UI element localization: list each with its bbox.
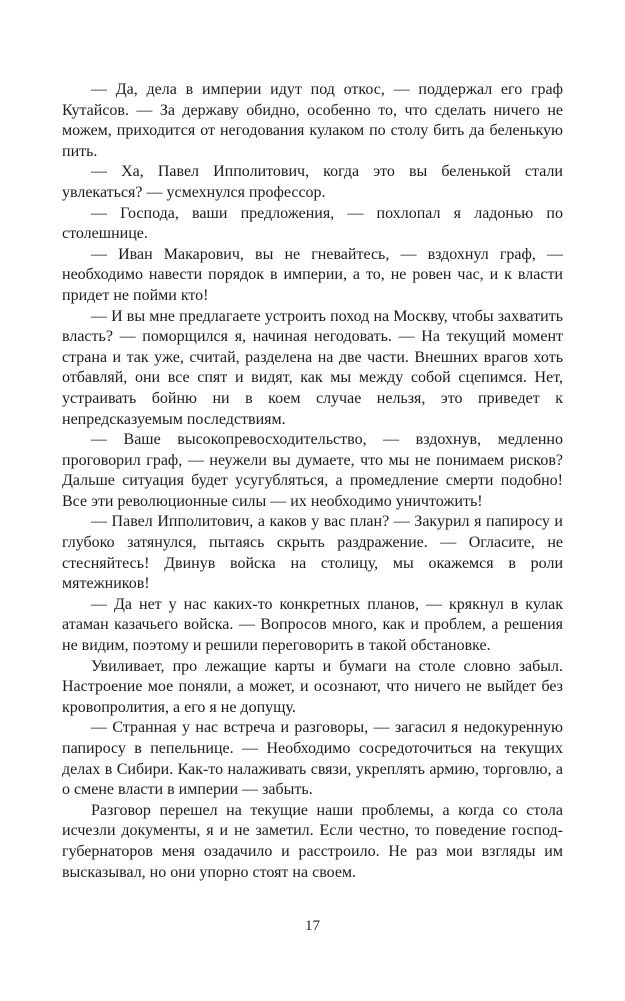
paragraph: — Господа, ваши предложения, — похлопал я ладонью по столешнице. xyxy=(62,204,563,243)
paragraph: — И вы мне предлагаете устроить поход на Москву, чтобы захватить власть? — поморщился я, начиная негодовать. — На текущий момент страна и так уже, считай, разделена на две части. Внешних врагов хоть отбавляй, они все спят и видят, как мы между собой сцепимся. Нет, устраивать бойню ни в коем случае нельзя, это приведет к непредсказуемым последствиям. xyxy=(62,307,563,428)
paragraph: — Да нет у нас каких-то конкретных планов, — крякнул в кулак атаман казачьего войска. — Вопросов много, как и проблем, а решения не видим, поэтому и решили переговорить в такой обстановке. xyxy=(62,595,563,655)
page-text xyxy=(62,80,563,883)
page-number: 17 xyxy=(305,918,320,934)
paragraph: Увиливает, про лежащие карты и бумаги на столе словно забыл. Настроение мое поняли, а может, и осознают, что ничего не выйдет без кровопролития, а его я не допущу. xyxy=(62,657,563,716)
paragraph: Разговор перешел на текущие наши проблемы, а когда со стола исчезли документы, я и не заметил. Если честно, то поведение господ-губернаторов меня озадачило и расстроило. Не раз мои взгляды им высказывал, но они упорно стоят на своем. xyxy=(62,801,563,881)
paragraph: — Павел Ипполитович, а каков у вас план? — Закурил я папиросу и глубоко затянулся, пытаясь скрыть раздражение. — Огласите, не стесняйтесь! Двинув войска на столицу, мы окажемся в роли мятежников! xyxy=(62,513,563,593)
paragraph: — Странная у нас встреча и разговоры, — загасил я недокуренную папиросу в пепельнице. — Необходимо сосредоточиться на текущих делах в Сибири. Как-то налаживать связи, укреплять армию, торговлю, а о смене власти в империи — забыть. xyxy=(62,719,563,799)
paragraph: — Иван Макарович, вы не гневайтесь, — вздохнул граф, — необходимо навести порядок в империи, а то, не ровен час, и к власти придет не пойми кто! xyxy=(62,245,563,304)
paragraph: — Да, дела в империи идут под откос, — поддержал его граф Кутайсов. — За державу обидно, особенно то, что сделать ничего не можем, приходится от негодования кулаком по столу бить да беленькую пить. xyxy=(62,81,563,160)
paragraph: — Ха, Павел Ипполитович, когда это вы беленькой стали увлекаться? — усмехнулся профессор. xyxy=(62,163,563,201)
paragraph: — Ваше высокопревосходительство, — вздохнув, медленно проговорил граф, — неужели вы думаете, что мы не понимаем рисков? Дальше ситуация будет усугубляться, а промедление смерти подобно! Все эти революционные силы — их необходимо уничтожить! xyxy=(62,431,563,510)
